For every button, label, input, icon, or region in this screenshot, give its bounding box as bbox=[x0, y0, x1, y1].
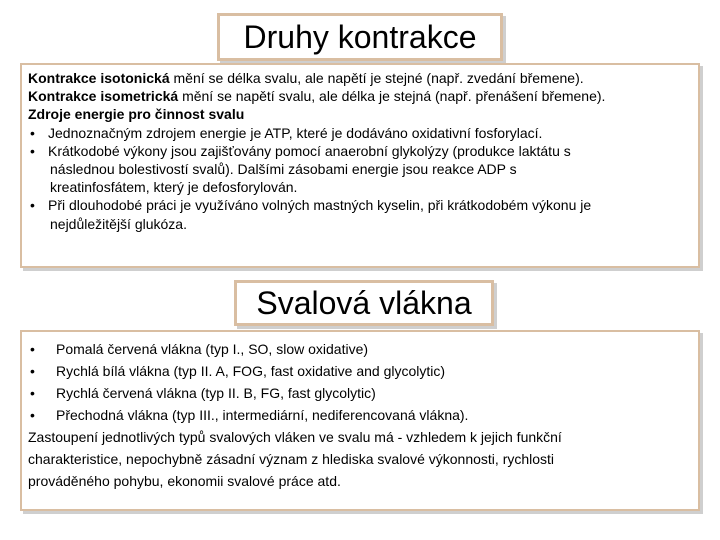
list-item bbox=[28, 404, 692, 426]
bullet-text: Krátkodobé výkony jsou zajišťovány pomocí anaerobní glykolýzy (produkce laktátu s bbox=[48, 142, 571, 159]
bullet-icon: • bbox=[30, 124, 35, 141]
bullet-icon: • bbox=[30, 341, 35, 357]
bullet-icon: • bbox=[30, 363, 35, 379]
energy-sources-heading: Zdroje energie pro činnost svalu bbox=[28, 106, 245, 123]
isotonic-line bbox=[28, 69, 692, 87]
title-text: Svalová vlákna bbox=[256, 285, 472, 321]
bullet-text: Rychlá červená vlákna (typ II. B, FG, fast glycolytic) bbox=[56, 385, 376, 401]
isometric-desc: mění se napětí svalu, ale délka je stejná (např. přenášení břemene). bbox=[178, 88, 606, 105]
bullet-text: Přechodná vlákna (typ III., intermediární, nediferencovaná vlákna). bbox=[56, 407, 469, 423]
list-item bbox=[28, 142, 692, 160]
list-item bbox=[28, 124, 692, 142]
bullet-text: Pomalá červená vlákna (typ I., SO, slow oxidative) bbox=[56, 341, 369, 357]
bullet-continuation: nejdůležitější glukóza. bbox=[50, 215, 187, 232]
isotonic-term: Kontrakce isotonická bbox=[28, 70, 170, 86]
title-druhy-kontrakce bbox=[217, 13, 503, 61]
title-svalova-vlakna bbox=[234, 280, 494, 326]
bullet-icon: • bbox=[30, 197, 35, 214]
isometric-term: Kontrakce isometrická bbox=[28, 88, 179, 105]
list-item bbox=[28, 196, 692, 214]
isotonic-desc: mění se délka svalu, ale napětí je stejné (např. zvedání břemene). bbox=[169, 70, 584, 86]
bullet-icon: • bbox=[30, 142, 35, 159]
bullet-continuation: kreatinfosfátem, který je defosforylován. bbox=[50, 179, 298, 196]
list-item bbox=[28, 338, 692, 360]
contraction-types-box bbox=[20, 63, 700, 268]
bullet-text: Jednoznačným zdrojem energie je ATP, které je dodáváno oxidativní fosforylací. bbox=[48, 124, 543, 141]
bullet-icon: • bbox=[30, 407, 35, 423]
muscle-fibers-box bbox=[20, 330, 700, 511]
title-text: Druhy kontrakce bbox=[243, 19, 477, 55]
paragraph-line: charakteristice, nepochybně zásadní význam z hlediska svalové výkonnosti, rychlosti bbox=[28, 451, 555, 467]
paragraph-line: prováděného pohybu, ekonomii svalové práce atd. bbox=[28, 473, 341, 489]
bullet-text: Rychlá bílá vlákna (typ II. A, FOG, fast oxidative and glycolytic) bbox=[56, 363, 446, 379]
paragraph-line: Zastoupení jednotlivých typů svalových vláken ve svalu má - vzhledem k jejich funkční bbox=[28, 429, 562, 445]
list-item bbox=[28, 360, 692, 382]
list-item bbox=[28, 382, 692, 404]
isometric-line bbox=[28, 87, 692, 105]
bullet-text: Při dlouhodobé práci je využíváno volných mastných kyselin, při krátkodobém výkonu je bbox=[48, 197, 592, 214]
bullet-icon: • bbox=[30, 385, 35, 401]
bullet-continuation: následnou bolestivostí svalů). Dalšími zásobami energie jsou reakce ADP s bbox=[50, 161, 517, 178]
